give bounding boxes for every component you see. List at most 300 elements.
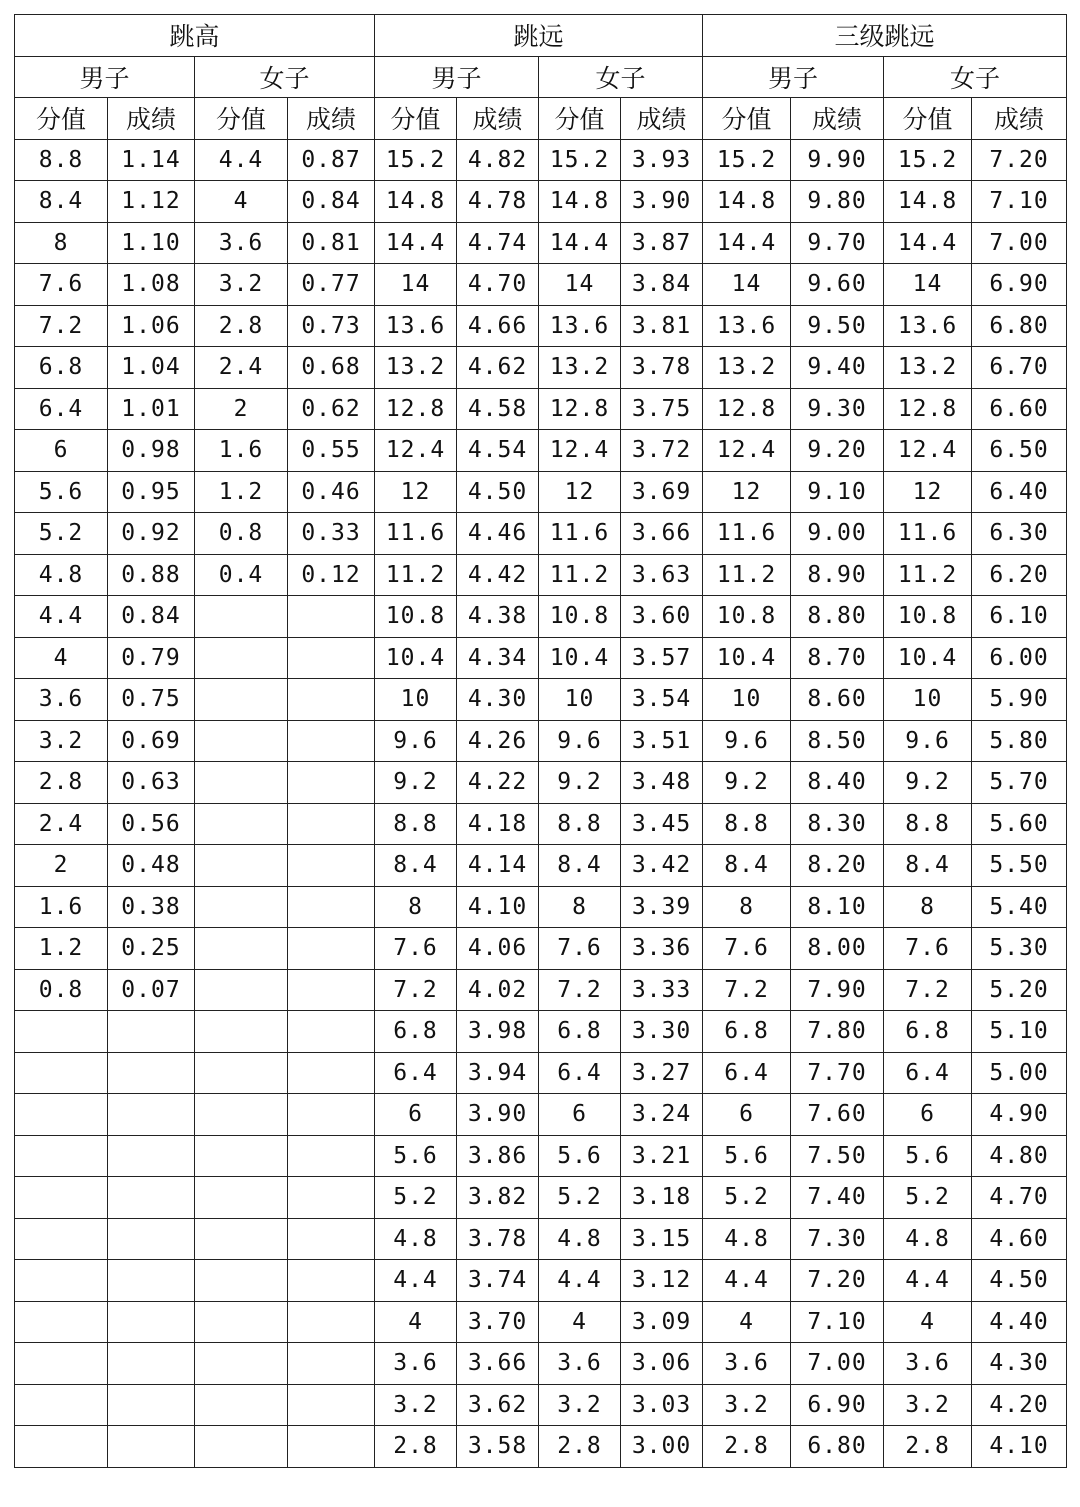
table-cell-score: 4.4 xyxy=(539,1260,621,1302)
table-cell-score: 1.2 xyxy=(15,928,108,970)
table-cell-result xyxy=(288,1426,375,1468)
table-cell-score: 3.2 xyxy=(703,1384,791,1426)
table-cell-score xyxy=(195,928,288,970)
table-cell-score: 15.2 xyxy=(375,139,457,181)
table-cell-score: 3.6 xyxy=(884,1343,972,1385)
table-cell-score: 9.6 xyxy=(703,720,791,762)
table-cell-result: 0.88 xyxy=(108,554,195,596)
table-cell-result: 5.70 xyxy=(972,762,1067,804)
table-cell-score: 5.2 xyxy=(539,1177,621,1219)
table-cell-score xyxy=(195,803,288,845)
table-cell-result: 4.38 xyxy=(457,596,539,638)
gender-header-long-jump-female: 女子 xyxy=(539,56,703,98)
table-cell-result: 3.18 xyxy=(621,1177,703,1219)
table-cell-result: 7.00 xyxy=(972,222,1067,264)
table-cell-result: 4.46 xyxy=(457,513,539,555)
table-cell-score: 14 xyxy=(884,264,972,306)
table-cell-result xyxy=(108,1177,195,1219)
table-row xyxy=(15,181,1067,223)
table-cell-score: 8.4 xyxy=(884,845,972,887)
table-cell-score: 9.6 xyxy=(884,720,972,762)
table-cell-score: 6 xyxy=(884,1094,972,1136)
table-cell-result: 5.80 xyxy=(972,720,1067,762)
table-cell-result: 3.30 xyxy=(621,1011,703,1053)
column-header-score: 分值 xyxy=(15,98,108,140)
table-cell-score: 4.4 xyxy=(15,596,108,638)
table-cell-score: 4 xyxy=(375,1301,457,1343)
table-cell-score: 9.6 xyxy=(375,720,457,762)
table-cell-result: 0.69 xyxy=(108,720,195,762)
table-cell-result: 0.55 xyxy=(288,430,375,472)
table-cell-score: 4.4 xyxy=(884,1260,972,1302)
gender-header-triple-jump-female: 女子 xyxy=(884,56,1067,98)
table-cell-score: 11.2 xyxy=(703,554,791,596)
table-cell-score: 8.8 xyxy=(703,803,791,845)
table-cell-result: 0.12 xyxy=(288,554,375,596)
table-cell-score: 5.6 xyxy=(15,471,108,513)
table-body xyxy=(15,139,1067,1467)
table-cell-score: 6.8 xyxy=(375,1011,457,1053)
table-cell-result: 0.73 xyxy=(288,305,375,347)
column-header-score: 分值 xyxy=(703,98,791,140)
table-cell-score: 6 xyxy=(703,1094,791,1136)
table-cell-result: 4.14 xyxy=(457,845,539,887)
table-cell-result: 3.66 xyxy=(621,513,703,555)
table-cell-score: 4 xyxy=(703,1301,791,1343)
column-header-result: 成绩 xyxy=(457,98,539,140)
table-row xyxy=(15,430,1067,472)
table-cell-result: 7.00 xyxy=(791,1343,884,1385)
table-cell-result: 1.14 xyxy=(108,139,195,181)
table-cell-result: 0.25 xyxy=(108,928,195,970)
table-cell-result: 0.75 xyxy=(108,679,195,721)
table-cell-score: 11.6 xyxy=(884,513,972,555)
table-cell-score: 2.8 xyxy=(195,305,288,347)
table-cell-result: 3.60 xyxy=(621,596,703,638)
table-row xyxy=(15,1011,1067,1053)
table-cell-result: 1.10 xyxy=(108,222,195,264)
table-cell-score: 9.2 xyxy=(703,762,791,804)
table-row xyxy=(15,1177,1067,1219)
table-cell-score xyxy=(195,679,288,721)
table-cell-result: 3.42 xyxy=(621,845,703,887)
event-header-row xyxy=(15,15,1067,57)
table-cell-result: 5.00 xyxy=(972,1052,1067,1094)
table-cell-result: 4.80 xyxy=(972,1135,1067,1177)
table-cell-result: 0.87 xyxy=(288,139,375,181)
table-cell-score: 12.4 xyxy=(884,430,972,472)
table-cell-score: 6.8 xyxy=(539,1011,621,1053)
table-cell-result: 3.98 xyxy=(457,1011,539,1053)
table-cell-score: 3.2 xyxy=(884,1384,972,1426)
table-cell-result: 7.50 xyxy=(791,1135,884,1177)
table-cell-score: 7.2 xyxy=(884,969,972,1011)
table-cell-result: 3.51 xyxy=(621,720,703,762)
table-cell-result: 3.84 xyxy=(621,264,703,306)
table-cell-result: 4.58 xyxy=(457,388,539,430)
table-cell-score: 5.6 xyxy=(703,1135,791,1177)
table-cell-result: 8.60 xyxy=(791,679,884,721)
table-cell-result: 4.34 xyxy=(457,637,539,679)
table-cell-score: 7.6 xyxy=(539,928,621,970)
table-cell-score: 14.8 xyxy=(539,181,621,223)
table-cell-score: 13.6 xyxy=(539,305,621,347)
table-cell-result: 6.80 xyxy=(972,305,1067,347)
table-cell-score: 0.8 xyxy=(15,969,108,1011)
table-cell-result: 0.92 xyxy=(108,513,195,555)
table-cell-result: 1.01 xyxy=(108,388,195,430)
table-cell-result: 4.18 xyxy=(457,803,539,845)
table-cell-score: 8.4 xyxy=(539,845,621,887)
table-cell-result: 5.90 xyxy=(972,679,1067,721)
table-cell-score: 2.8 xyxy=(15,762,108,804)
table-cell-score xyxy=(195,1301,288,1343)
table-cell-score: 3.6 xyxy=(195,222,288,264)
table-cell-score: 4 xyxy=(884,1301,972,1343)
table-cell-result xyxy=(108,1426,195,1468)
table-cell-result: 4.74 xyxy=(457,222,539,264)
table-cell-result: 4.02 xyxy=(457,969,539,1011)
table-cell-score xyxy=(15,1301,108,1343)
table-cell-score: 12.8 xyxy=(375,388,457,430)
table-cell-score: 0.8 xyxy=(195,513,288,555)
table-cell-score: 14.4 xyxy=(884,222,972,264)
table-cell-result xyxy=(288,928,375,970)
table-cell-result: 4.06 xyxy=(457,928,539,970)
column-header-score: 分值 xyxy=(195,98,288,140)
table-cell-result: 0.84 xyxy=(288,181,375,223)
table-cell-result xyxy=(108,1384,195,1426)
table-cell-score: 10.8 xyxy=(539,596,621,638)
table-cell-score: 14.8 xyxy=(884,181,972,223)
table-cell-score xyxy=(15,1052,108,1094)
table-cell-score xyxy=(195,596,288,638)
table-cell-score: 11.2 xyxy=(375,554,457,596)
gender-header-row xyxy=(15,56,1067,98)
table-cell-score: 8 xyxy=(703,886,791,928)
table-row xyxy=(15,222,1067,264)
table-cell-score: 3.2 xyxy=(15,720,108,762)
table-cell-result: 4.30 xyxy=(972,1343,1067,1385)
table-cell-result: 4.20 xyxy=(972,1384,1067,1426)
table-cell-result: 9.80 xyxy=(791,181,884,223)
table-cell-result: 4.60 xyxy=(972,1218,1067,1260)
table-cell-result: 3.75 xyxy=(621,388,703,430)
table-cell-score: 7.2 xyxy=(375,969,457,1011)
table-cell-result xyxy=(108,1011,195,1053)
table-cell-score: 12.4 xyxy=(539,430,621,472)
table-cell-score: 8.4 xyxy=(703,845,791,887)
table-cell-result: 1.12 xyxy=(108,181,195,223)
table-cell-score: 12.4 xyxy=(703,430,791,472)
table-cell-result: 1.04 xyxy=(108,347,195,389)
table-cell-score: 14 xyxy=(375,264,457,306)
table-cell-result: 6.50 xyxy=(972,430,1067,472)
table-cell-score: 14.8 xyxy=(375,181,457,223)
table-cell-score: 12.8 xyxy=(703,388,791,430)
table-cell-score: 13.2 xyxy=(703,347,791,389)
table-cell-result xyxy=(288,1384,375,1426)
table-cell-result: 3.69 xyxy=(621,471,703,513)
table-cell-result xyxy=(108,1218,195,1260)
table-cell-score: 8.8 xyxy=(884,803,972,845)
table-cell-score: 15.2 xyxy=(703,139,791,181)
table-cell-score xyxy=(15,1135,108,1177)
table-cell-result: 0.81 xyxy=(288,222,375,264)
table-cell-score: 5.2 xyxy=(884,1177,972,1219)
table-cell-score: 9.2 xyxy=(539,762,621,804)
table-cell-score: 2.8 xyxy=(703,1426,791,1468)
table-cell-score xyxy=(15,1343,108,1385)
table-cell-result: 3.24 xyxy=(621,1094,703,1136)
table-cell-score xyxy=(15,1094,108,1136)
table-cell-result: 0.68 xyxy=(288,347,375,389)
table-cell-score xyxy=(195,886,288,928)
table-cell-score: 6.4 xyxy=(703,1052,791,1094)
table-cell-result: 3.62 xyxy=(457,1384,539,1426)
table-cell-score: 12.8 xyxy=(539,388,621,430)
table-cell-score: 5.2 xyxy=(703,1177,791,1219)
table-cell-score: 3.6 xyxy=(539,1343,621,1385)
table-cell-result: 3.06 xyxy=(621,1343,703,1385)
table-cell-result: 8.30 xyxy=(791,803,884,845)
table-cell-result: 6.70 xyxy=(972,347,1067,389)
table-cell-result xyxy=(108,1135,195,1177)
column-header-result: 成绩 xyxy=(791,98,884,140)
table-cell-result: 4.50 xyxy=(972,1260,1067,1302)
table-cell-result: 0.38 xyxy=(108,886,195,928)
table-cell-score: 3.6 xyxy=(375,1343,457,1385)
table-cell-result: 7.20 xyxy=(972,139,1067,181)
table-cell-result: 6.60 xyxy=(972,388,1067,430)
table-cell-score: 4.8 xyxy=(539,1218,621,1260)
table-cell-score: 8.8 xyxy=(539,803,621,845)
column-header-score: 分值 xyxy=(539,98,621,140)
table-row xyxy=(15,554,1067,596)
table-cell-result xyxy=(108,1052,195,1094)
table-cell-score: 8.4 xyxy=(15,181,108,223)
table-cell-score: 14.4 xyxy=(375,222,457,264)
table-cell-result: 3.33 xyxy=(621,969,703,1011)
table-cell-score: 6.4 xyxy=(539,1052,621,1094)
table-cell-score: 6.8 xyxy=(15,347,108,389)
table-cell-result: 0.56 xyxy=(108,803,195,845)
table-cell-result: 5.40 xyxy=(972,886,1067,928)
table-cell-score: 10.8 xyxy=(884,596,972,638)
table-row xyxy=(15,347,1067,389)
table-cell-result xyxy=(288,1260,375,1302)
table-cell-score xyxy=(15,1384,108,1426)
table-cell-result: 8.80 xyxy=(791,596,884,638)
table-cell-score xyxy=(15,1011,108,1053)
table-cell-result: 9.20 xyxy=(791,430,884,472)
column-header-result: 成绩 xyxy=(621,98,703,140)
table-cell-score: 8.4 xyxy=(375,845,457,887)
table-row xyxy=(15,886,1067,928)
table-cell-score: 4.8 xyxy=(703,1218,791,1260)
table-cell-score: 11.6 xyxy=(375,513,457,555)
table-cell-result: 3.74 xyxy=(457,1260,539,1302)
table-row xyxy=(15,803,1067,845)
table-cell-result: 9.30 xyxy=(791,388,884,430)
table-row xyxy=(15,679,1067,721)
table-cell-score: 4.8 xyxy=(15,554,108,596)
table-row xyxy=(15,139,1067,181)
table-cell-score: 13.6 xyxy=(375,305,457,347)
table-cell-score: 6.4 xyxy=(375,1052,457,1094)
table-cell-result: 3.39 xyxy=(621,886,703,928)
table-cell-score: 8 xyxy=(884,886,972,928)
table-cell-result: 4.62 xyxy=(457,347,539,389)
table-cell-result: 0.84 xyxy=(108,596,195,638)
table-cell-score: 4.4 xyxy=(195,139,288,181)
table-cell-score xyxy=(15,1426,108,1468)
table-cell-score: 4 xyxy=(195,181,288,223)
table-cell-result: 3.90 xyxy=(621,181,703,223)
table-cell-score: 2.8 xyxy=(375,1426,457,1468)
table-cell-result: 7.30 xyxy=(791,1218,884,1260)
table-cell-result: 1.08 xyxy=(108,264,195,306)
table-cell-score xyxy=(195,1426,288,1468)
column-header-result: 成绩 xyxy=(108,98,195,140)
table-cell-result: 9.40 xyxy=(791,347,884,389)
table-cell-score: 11.2 xyxy=(539,554,621,596)
table-cell-result: 6.00 xyxy=(972,637,1067,679)
table-cell-score: 6.8 xyxy=(884,1011,972,1053)
table-cell-result: 8.00 xyxy=(791,928,884,970)
table-cell-result: 3.03 xyxy=(621,1384,703,1426)
table-cell-result: 3.48 xyxy=(621,762,703,804)
table-cell-result xyxy=(288,969,375,1011)
table-cell-result: 4.78 xyxy=(457,181,539,223)
table-cell-result xyxy=(288,596,375,638)
table-cell-result xyxy=(288,1135,375,1177)
table-cell-score: 4.8 xyxy=(375,1218,457,1260)
table-cell-result: 5.20 xyxy=(972,969,1067,1011)
table-cell-score: 13.2 xyxy=(539,347,621,389)
table-cell-result: 8.50 xyxy=(791,720,884,762)
table-cell-score: 4.8 xyxy=(884,1218,972,1260)
table-cell-result: 7.80 xyxy=(791,1011,884,1053)
table-cell-score xyxy=(195,845,288,887)
table-row xyxy=(15,596,1067,638)
table-cell-score: 12 xyxy=(884,471,972,513)
table-cell-score xyxy=(195,637,288,679)
gender-header-high-jump-female: 女子 xyxy=(195,56,375,98)
table-cell-score: 10 xyxy=(703,679,791,721)
table-cell-result xyxy=(288,1218,375,1260)
table-cell-score: 2.4 xyxy=(195,347,288,389)
table-cell-result: 4.70 xyxy=(457,264,539,306)
table-cell-score: 10.4 xyxy=(884,637,972,679)
table-cell-score: 2 xyxy=(195,388,288,430)
table-cell-result: 0.33 xyxy=(288,513,375,555)
table-cell-result: 4.42 xyxy=(457,554,539,596)
table-cell-score: 15.2 xyxy=(884,139,972,181)
table-cell-score xyxy=(15,1177,108,1219)
table-cell-result xyxy=(288,1094,375,1136)
table-cell-score: 0.4 xyxy=(195,554,288,596)
table-cell-result: 4.70 xyxy=(972,1177,1067,1219)
table-cell-score xyxy=(195,1384,288,1426)
table-cell-result xyxy=(108,1301,195,1343)
column-header-result: 成绩 xyxy=(288,98,375,140)
table-cell-result: 3.94 xyxy=(457,1052,539,1094)
table-cell-score: 2.8 xyxy=(884,1426,972,1468)
table-cell-result: 3.58 xyxy=(457,1426,539,1468)
table-cell-result: 3.82 xyxy=(457,1177,539,1219)
table-cell-score: 13.2 xyxy=(375,347,457,389)
table-row xyxy=(15,1426,1067,1468)
table-cell-score: 8 xyxy=(375,886,457,928)
table-cell-result: 9.50 xyxy=(791,305,884,347)
table-cell-result xyxy=(108,1260,195,1302)
table-cell-result: 3.12 xyxy=(621,1260,703,1302)
table-cell-score: 5.2 xyxy=(15,513,108,555)
table-cell-result: 3.78 xyxy=(621,347,703,389)
table-cell-score: 10.4 xyxy=(375,637,457,679)
table-cell-result: 6.10 xyxy=(972,596,1067,638)
table-cell-result xyxy=(288,762,375,804)
table-cell-result: 6.90 xyxy=(972,264,1067,306)
table-row xyxy=(15,762,1067,804)
event-header-long-jump: 跳远 xyxy=(375,15,703,57)
table-cell-result: 4.10 xyxy=(457,886,539,928)
table-cell-result: 0.98 xyxy=(108,430,195,472)
table-cell-score: 2 xyxy=(15,845,108,887)
table-cell-result: 8.70 xyxy=(791,637,884,679)
table-cell-result: 7.10 xyxy=(972,181,1067,223)
table-cell-score: 7.6 xyxy=(884,928,972,970)
table-row xyxy=(15,1135,1067,1177)
table-cell-score: 1.2 xyxy=(195,471,288,513)
table-row xyxy=(15,471,1067,513)
table-row xyxy=(15,928,1067,970)
table-cell-result: 3.81 xyxy=(621,305,703,347)
table-cell-result: 5.50 xyxy=(972,845,1067,887)
table-cell-result: 0.95 xyxy=(108,471,195,513)
table-cell-result: 3.87 xyxy=(621,222,703,264)
table-cell-result: 8.10 xyxy=(791,886,884,928)
table-cell-score: 6.4 xyxy=(15,388,108,430)
table-cell-result xyxy=(288,720,375,762)
table-cell-result: 7.40 xyxy=(791,1177,884,1219)
table-row xyxy=(15,720,1067,762)
table-row xyxy=(15,305,1067,347)
table-cell-result: 9.00 xyxy=(791,513,884,555)
table-cell-score: 12 xyxy=(703,471,791,513)
table-cell-result: 3.54 xyxy=(621,679,703,721)
table-cell-result: 4.26 xyxy=(457,720,539,762)
table-cell-result xyxy=(288,679,375,721)
table-row xyxy=(15,1343,1067,1385)
table-cell-score: 14.4 xyxy=(703,222,791,264)
table-cell-result xyxy=(288,886,375,928)
table-cell-result: 8.40 xyxy=(791,762,884,804)
table-cell-result: 0.62 xyxy=(288,388,375,430)
table-cell-result: 6.90 xyxy=(791,1384,884,1426)
table-cell-score: 10 xyxy=(375,679,457,721)
table-cell-result: 3.63 xyxy=(621,554,703,596)
table-cell-result: 3.57 xyxy=(621,637,703,679)
table-cell-score xyxy=(195,1011,288,1053)
table-cell-score: 14 xyxy=(703,264,791,306)
table-cell-score: 7.2 xyxy=(539,969,621,1011)
table-row xyxy=(15,513,1067,555)
table-cell-score: 10.4 xyxy=(539,637,621,679)
table-cell-score: 3.2 xyxy=(195,264,288,306)
table-cell-result xyxy=(288,1177,375,1219)
